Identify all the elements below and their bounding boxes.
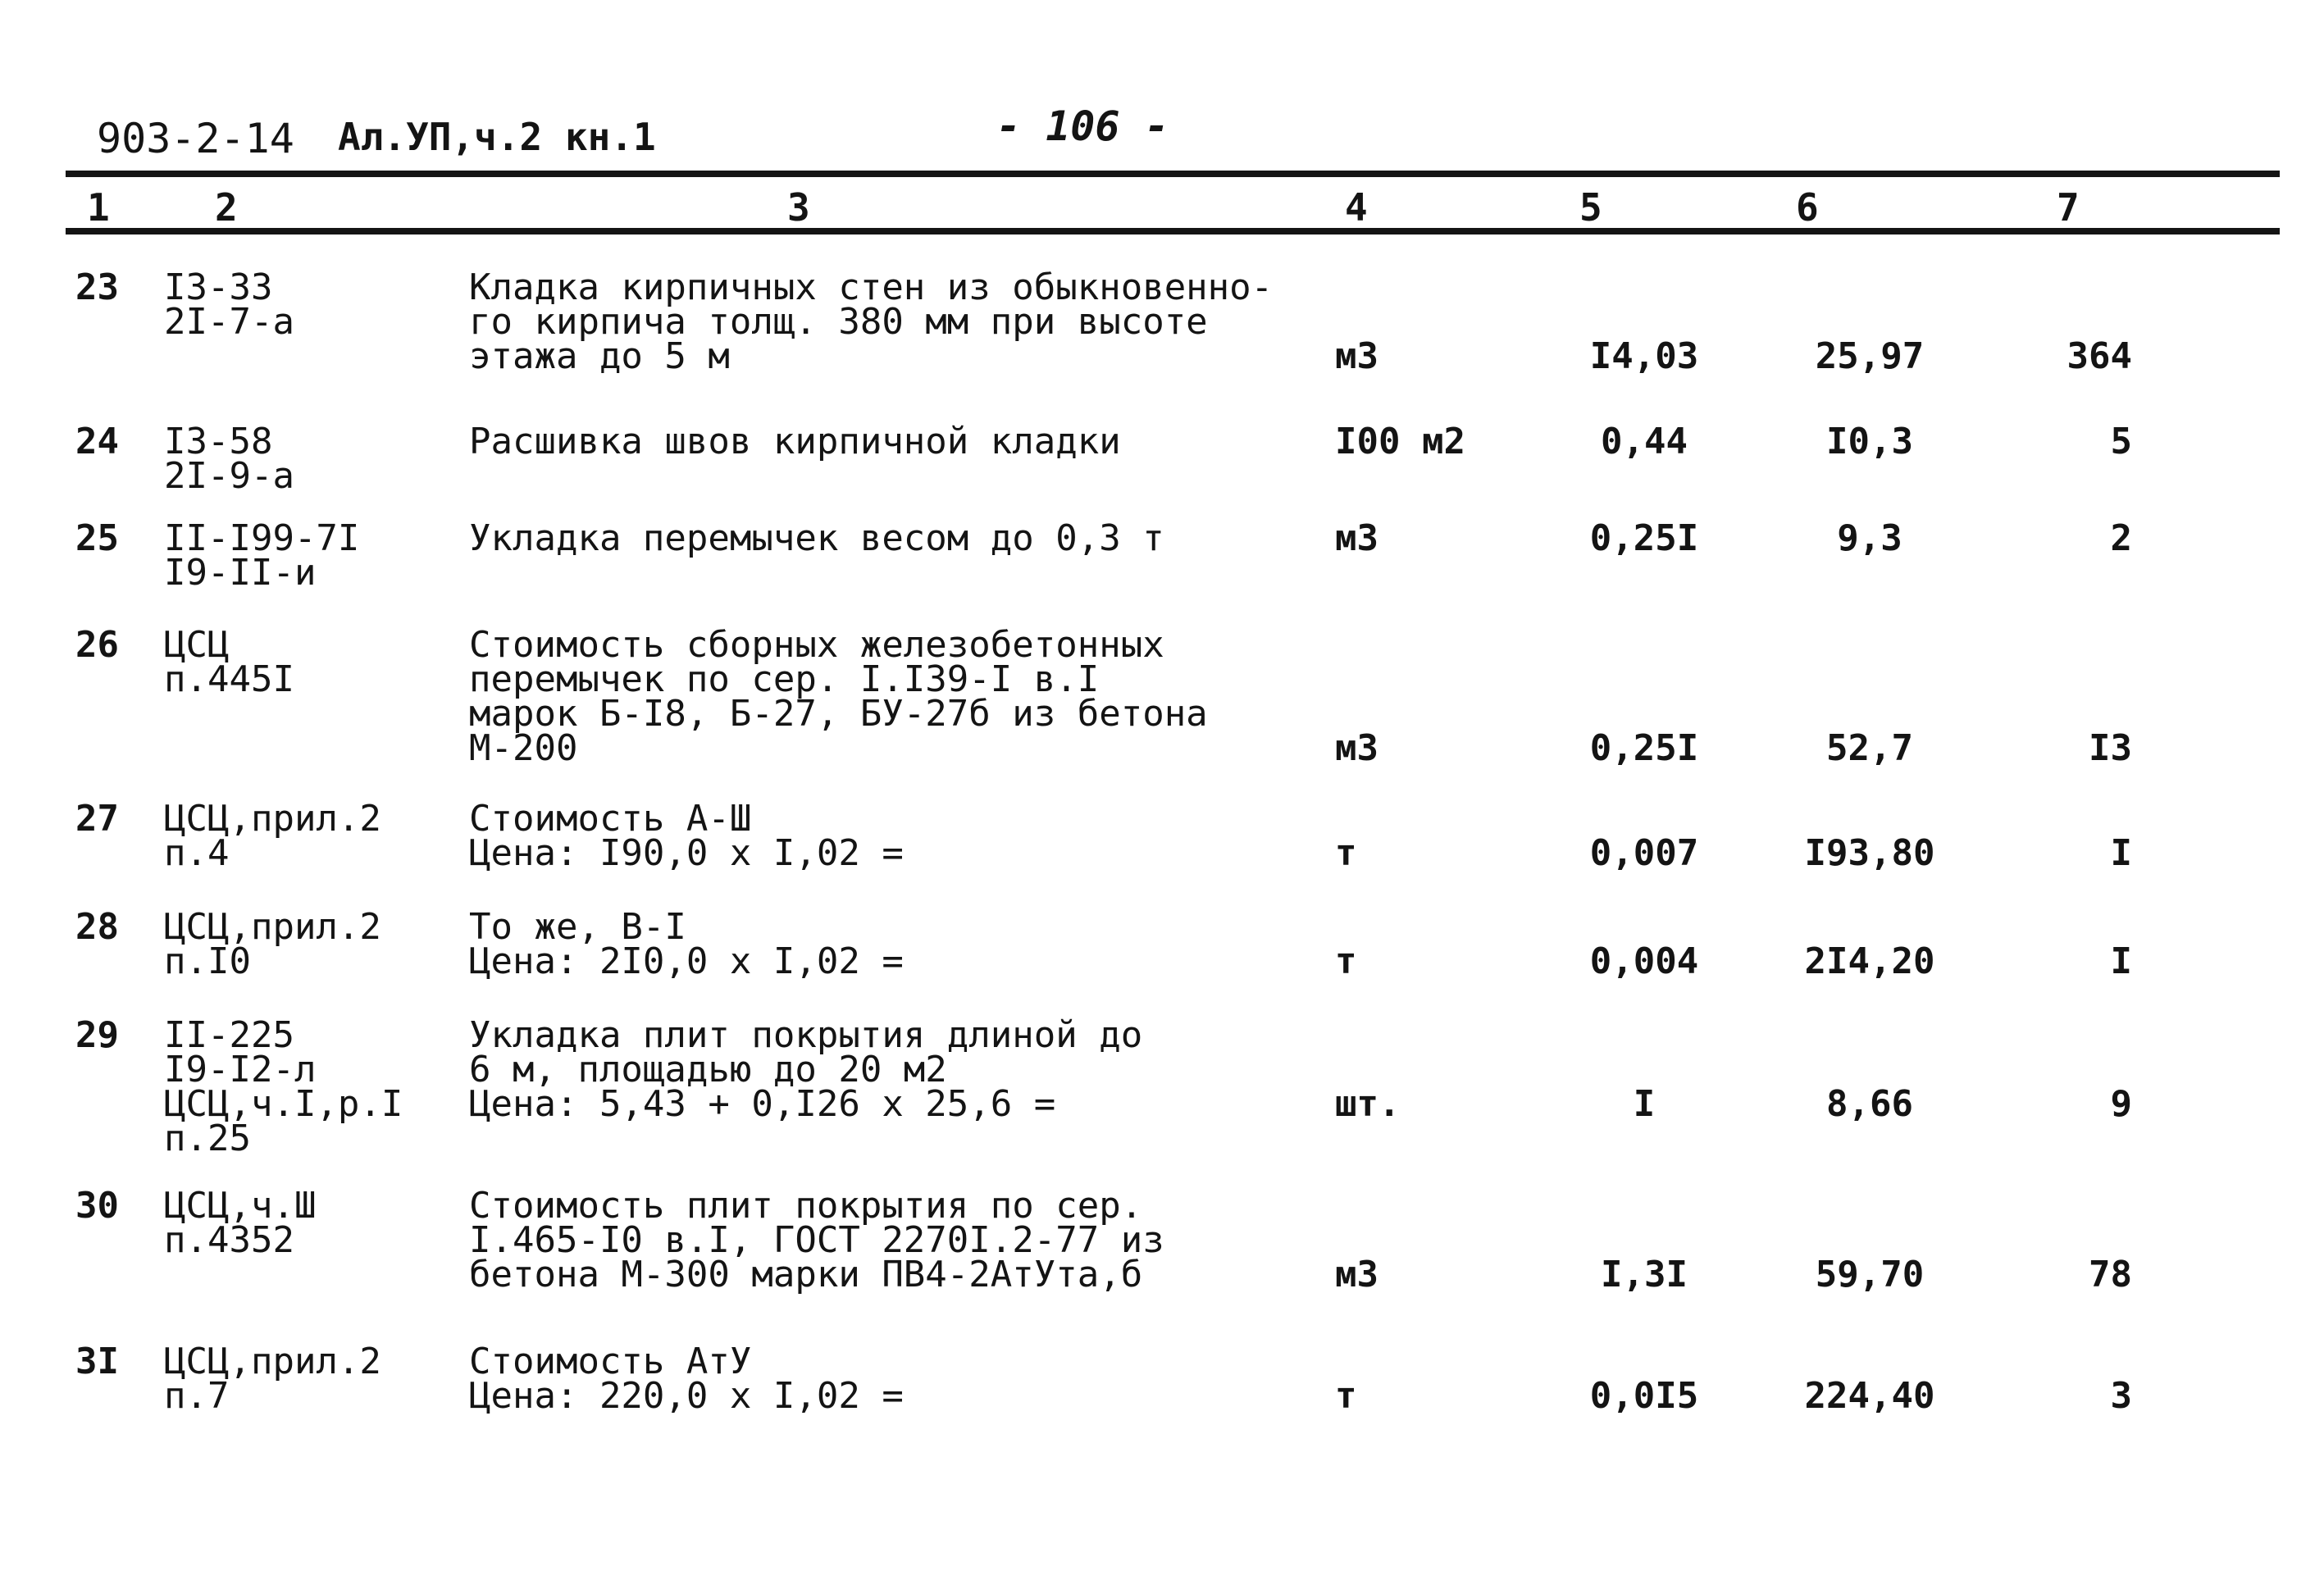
total-cost: 364: [2067, 335, 2132, 377]
work-description-line: бетона М-300 марки ПВ4-2АтУта,б: [469, 1254, 1143, 1295]
unit-of-measure: I00 м2: [1335, 421, 1465, 462]
reference-code-line: 2I-7-а: [164, 301, 294, 343]
column-header-1: 1: [87, 185, 110, 230]
work-description-line: I.465-I0 в.I, ГОСТ 2270I.2-77 из: [469, 1219, 1164, 1261]
row-number: 28: [75, 906, 119, 948]
work-description: [469, 906, 904, 982]
reference-code-line: п.4: [164, 832, 230, 874]
column-header-3: 3: [787, 185, 810, 230]
unit-price: 52,7: [1826, 727, 1913, 769]
quantity: 0,44: [1601, 421, 1688, 462]
unit-price: 9,3: [1837, 517, 1902, 559]
work-description-line: Расшивка швов кирпичной кладки: [469, 421, 1121, 462]
header-rule-top: [66, 171, 2280, 177]
row-number: 30: [75, 1185, 119, 1227]
work-description-line: Укладка перемычек весом до 0,3 т: [469, 517, 1164, 559]
column-header-5: 5: [1579, 185, 1602, 230]
quantity: 0,004: [1589, 940, 1699, 982]
quantity: 0,25I: [1589, 727, 1699, 769]
total-cost: 3: [2110, 1375, 2132, 1417]
reference-code-line: 2I-9-а: [164, 455, 294, 497]
page-number: - 106 -: [996, 102, 1169, 150]
quantity: I4,03: [1589, 335, 1699, 377]
unit-of-measure: м3: [1335, 517, 1378, 559]
work-description: [469, 421, 1121, 462]
reference-code-line: ЦСЦ,ч.I,р.I: [164, 1083, 403, 1125]
reference-code-line: п.4352: [164, 1219, 294, 1261]
unit-of-measure: т: [1335, 1375, 1357, 1417]
reference-code: [164, 1185, 317, 1261]
quantity: I: [1633, 1083, 1656, 1125]
reference-code: [164, 421, 294, 497]
document-code: 903-2-14: [97, 115, 294, 162]
row-number: 25: [75, 517, 119, 559]
reference-code-line: ЦСЦ,ч.Ш: [164, 1185, 317, 1227]
unit-price: 2I4,20: [1804, 940, 1935, 982]
unit-price: I0,3: [1826, 421, 1913, 462]
unit-of-measure: м3: [1335, 727, 1378, 769]
reference-code-line: I3-58: [164, 421, 273, 462]
reference-code-line: п.25: [164, 1118, 251, 1159]
unit-of-measure: т: [1335, 940, 1357, 982]
reference-code-line: ЦСЦ,прил.2: [164, 798, 381, 840]
reference-code: [164, 798, 381, 874]
reference-code: [164, 624, 294, 700]
work-description-line: Цена: I90,0 х I,02 =: [469, 832, 904, 874]
unit-price: 8,66: [1826, 1083, 1913, 1125]
reference-code-line: ЦСЦ,прил.2: [164, 1341, 381, 1382]
row-number: 23: [75, 266, 119, 308]
row-number: 27: [75, 798, 119, 840]
total-cost: 2: [2110, 517, 2132, 559]
unit-price: I93,80: [1804, 832, 1935, 874]
header-rule-bottom: [66, 228, 2280, 234]
work-description: [469, 798, 904, 874]
work-description-line: Стоимость сборных железобетонных: [469, 624, 1164, 666]
work-description: [469, 1014, 1143, 1125]
work-description-line: го кирпича толщ. 380 мм при высоте: [469, 301, 1208, 343]
reference-code: [164, 906, 381, 982]
quantity: 0,25I: [1589, 517, 1699, 559]
quantity: 0,0I5: [1589, 1375, 1699, 1417]
row-number: 29: [75, 1014, 119, 1056]
work-description: [469, 1341, 904, 1417]
reference-code-line: II-I99-7I: [164, 517, 360, 559]
album-reference: Ал.УП,ч.2 кн.1: [338, 115, 656, 159]
reference-code-line: I3-33: [164, 266, 273, 308]
column-header-7: 7: [2057, 185, 2080, 230]
reference-code: [164, 1341, 381, 1417]
work-description-line: Кладка кирпичных стен из обыкновенно-: [469, 266, 1274, 308]
unit-price: 224,40: [1804, 1375, 1935, 1417]
column-header-6: 6: [1796, 185, 1819, 230]
work-description: [469, 266, 1274, 377]
work-description: [469, 624, 1208, 769]
reference-code: [164, 517, 360, 594]
total-cost: 78: [2089, 1254, 2132, 1295]
work-description: [469, 517, 1164, 559]
work-description-line: То же, В-I: [469, 906, 686, 948]
column-header-2: 2: [215, 185, 238, 230]
total-cost: I: [2110, 832, 2132, 874]
total-cost: I: [2110, 940, 2132, 982]
total-cost: 9: [2110, 1083, 2132, 1125]
work-description-line: Цена: 5,43 + 0,I26 х 25,6 =: [469, 1083, 1056, 1125]
work-description-line: Цена: 2I0,0 х I,02 =: [469, 940, 904, 982]
column-header-4: 4: [1345, 185, 1368, 230]
work-description-line: Стоимость АтУ: [469, 1341, 752, 1382]
row-number: 24: [75, 421, 119, 462]
work-description: [469, 1185, 1164, 1295]
unit-of-measure: м3: [1335, 1254, 1378, 1295]
unit-price: 59,70: [1815, 1254, 1925, 1295]
work-description-line: Цена: 220,0 х I,02 =: [469, 1375, 904, 1417]
reference-code-line: п.7: [164, 1375, 230, 1417]
unit-of-measure: м3: [1335, 335, 1378, 377]
unit-of-measure: т: [1335, 832, 1357, 874]
reference-code-line: I9-I2-л: [164, 1049, 317, 1090]
reference-code-line: I9-II-и: [164, 552, 317, 594]
reference-code-line: п.445I: [164, 658, 294, 700]
work-description-line: Стоимость плит покрытия по сер.: [469, 1185, 1143, 1227]
reference-code-line: ЦСЦ: [164, 624, 230, 666]
reference-code-line: II-225: [164, 1014, 294, 1056]
work-description-line: этажа до 5 м: [469, 335, 730, 377]
work-description-line: М-200: [469, 727, 578, 769]
work-description-line: марок Б-I8, Б-27, БУ-27б из бетона: [469, 693, 1208, 735]
row-number: 26: [75, 624, 119, 666]
quantity: 0,007: [1589, 832, 1699, 874]
row-number: 3I: [75, 1341, 119, 1382]
reference-code-line: п.I0: [164, 940, 251, 982]
quantity: I,3I: [1601, 1254, 1688, 1295]
unit-price: 25,97: [1815, 335, 1925, 377]
work-description-line: Стоимость А-Ш: [469, 798, 752, 840]
reference-code: [164, 266, 294, 343]
reference-code-line: ЦСЦ,прил.2: [164, 906, 381, 948]
work-description-line: 6 м, площадью до 20 м2: [469, 1049, 947, 1090]
total-cost: 5: [2110, 421, 2132, 462]
total-cost: I3: [2089, 727, 2132, 769]
unit-of-measure: шт.: [1335, 1083, 1401, 1125]
work-description-line: перемычек по сер. I.I39-I в.I: [469, 658, 1100, 700]
reference-code: [164, 1014, 403, 1159]
work-description-line: Укладка плит покрытия длиной до: [469, 1014, 1143, 1056]
